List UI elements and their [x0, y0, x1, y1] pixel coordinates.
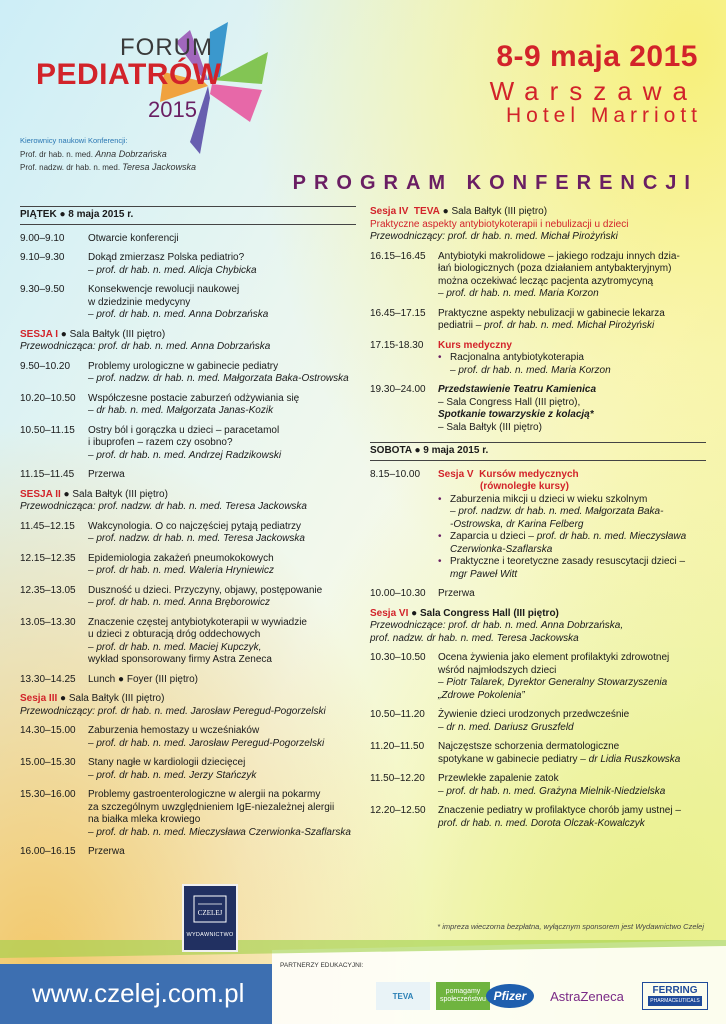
program-item: 19.30–24.00 Przedstawienie Teatru Kamienica – Sala Congress Hall (III piętro), Spotkanie towarzyskie z kolacją* – Sala Bałtyk (III piętro) — [370, 384, 597, 433]
teva-logo: TEVA — [376, 982, 430, 1010]
session-header: Sesja VI ● Sala Congress Hall (III piętro) Przewodniczące: prof. dr hab. n. med. Anna Dobrzańska, prof. nadzw. dr hab. n. med. Teresa Jackowska — [370, 607, 624, 644]
program-item: 10.30–10.50 Ocena żywienia jako element profilaktyki zdrowotnej wśród najmłodszych dzieci – Piotr Talarek, Dyrektor Generalny Stowarzyszenia „Zdrowe Pokolenia” — [370, 652, 670, 701]
program-item: 10.50–11.15 Ostry ból i gorączka u dzieci – paracetamol i ibuprofen – razem czy osobno? – prof. dr hab. n. med. Andrzej Radzikowski — [20, 424, 282, 461]
program-item: 11.50–12.20 Przewlekłe zapalenie zatok – prof. dr hab. n. med. Grażyna Mielnik-Niedzielska — [370, 773, 666, 797]
astrazeneca-logo: AstraZeneca — [550, 988, 624, 1004]
czelej-logo — [182, 884, 238, 952]
program-item: 11.15–11.45 Przerwa — [20, 469, 125, 480]
organizer-2: Prof. nadzw. dr hab. n. med. Teresa Jackowska — [20, 162, 196, 172]
day-header: SOBOTA ● 9 maja 2015 r. — [370, 442, 706, 461]
czelej-sub: WYDAWNICTWO — [186, 932, 234, 938]
event-venue: Hotel Marriott — [505, 104, 702, 127]
program-item: 11.20–11.50 Najczęstsze schorzenia dermatologiczne spotykane w gabinecie pediatry – dr Lidia Ruszkowska — [370, 741, 681, 765]
organizer-1: Prof. dr hab. n. med. Anna Dobrzańska — [20, 149, 167, 159]
program-item: 12.35–13.05 Duszność u dzieci. Przyczyny, objawy, postępowanie – prof. dr hab. n. med. Anna Bręborowicz — [20, 584, 323, 608]
session-header: Sesja IV TEVA ● Sala Bałtyk (III piętro) Praktyczne aspekty antybiotykoterapii i nebulizacji u dzieci Przewodniczący: prof. dr hab. n. med. Michał Pirożyński — [370, 206, 629, 242]
friday-program — [20, 206, 356, 866]
session-header: Sesja III ● Sala Bałtyk (III piętro) Przewodniczący: prof. dr hab. n. med. Jarosław Peregud-Pogorzelski — [20, 693, 326, 717]
program-item: 13.30–14.25 Lunch ● Foyer (III piętro) — [20, 673, 198, 685]
czelej-logo-graphic — [184, 890, 236, 930]
session-header: SESJA I ● Sala Bałtyk (III piętro) Przewodnicząca: prof. dr hab. n. med. Anna Dobrzańska — [20, 328, 271, 352]
program-item: 16.00–16.15 Przerwa — [20, 846, 125, 857]
program-item: 16.15–16.45 Antybiotyki makrolidowe – jakiego rodzaju innych dzia- łań biologicznych (poza działaniem antybakteryjnym) można oczekiwać lecząc pacjenta azytromycyną – prof. dr hab. n. med. Maria Korzon — [370, 250, 680, 299]
program-item: 15.00–15.30 Stany nagłe w kardiologii dziecięcej – prof. dr hab. n. med. Jerzy Stańczyk — [20, 757, 257, 781]
program-item: 12.20–12.50 Znaczenie pediatry w profilaktyce chorób jamy ustnej – prof. dr hab. n. med. Dorota Olczak-Kowalczyk — [370, 805, 681, 829]
forum-title: PEDIATRÓW — [36, 58, 222, 91]
program-item: 10.20–10.50 Współczesne postacie zaburzeń odżywiania się – dr hab. n. med. Małgorzata Janas-Kozik — [20, 392, 300, 416]
program-item: 10.50–11.20 Żywienie dzieci urodzonych przedwcześnie – dr n. med. Dariusz Gruszfeld — [370, 709, 630, 733]
program-item: 14.30–15.00 Zaburzenia hemostazy u wcześniaków – prof. dr hab. n. med. Jarosław Peregud-Pogorzelski — [20, 725, 325, 749]
pfizer-text: Pfizer — [493, 989, 527, 1003]
program-item: 10.00–10.30 Przerwa — [370, 588, 475, 599]
program-item: 11.45–12.15 Wakcynologia. O co najczęściej pytają pediatrzy – prof. nadzw. dr hab. n. med. Teresa Jackowska — [20, 520, 305, 544]
forum-label: FORUM — [120, 34, 213, 61]
program-item: 9.30–9.50 Konsekwencje rewolucji naukowej w dziedzinie medycyny – prof. dr hab. n. med. Anna Dobrzańska — [20, 284, 269, 320]
event-date: 8-9 maja 2015 — [496, 40, 698, 73]
right-program — [370, 206, 706, 837]
program-item: 13.05–13.30 Znaczenie częstej antybiotykoterapii w wywiadzie u dzieci z obturacją dróg oddechowych – prof. dr hab. n. med. Maciej Kupczyk, wykład sponsorowany firmy Astra Zeneca — [20, 616, 307, 665]
ferring-logo: FERRING PHARMACEUTICALS — [642, 982, 708, 1010]
event-city: Warszawa — [489, 76, 698, 106]
program-item: 15.30–16.00 Problemy gastroenterologiczne w alergii na pokarmy za szczególnym uwzględnieniem IgE-niezależnej alergii na białka mleka krowiego – prof. dr hab. n. med. Mieczysława Czerwionka-Szaflarska — [20, 789, 351, 838]
program-item: 17.15-18.30 Kurs medyczny • Racjonalna antybiotykoterapia – prof. dr hab. n. med. Maria Korzon — [370, 339, 611, 376]
pomagamy-logo: pomagamy społeczeństwu — [436, 982, 490, 1010]
program-item: 9.50–10.20 Problemy urologiczne w gabinecie pediatry – prof. nadzw. dr hab. n. med. Małgorzata Baka-Ostrowska — [20, 360, 349, 384]
program-item: 16.45–17.15 Praktyczne aspekty nebulizacji w gabinecie lekarza pediatrii – prof. dr hab. n. med. Michał Pirożyński — [370, 307, 665, 331]
website-link[interactable]: www.czelej.com.pl — [0, 964, 272, 1024]
forum-year: 2015 — [148, 97, 197, 122]
program-title: PROGRAM KONFERENCJI — [292, 172, 698, 194]
pfizer-logo — [484, 982, 536, 1010]
organizers-label: Kierownicy naukowi Konferencji: — [20, 136, 128, 145]
day-header: PIĄTEK ● 8 maja 2015 r. — [20, 206, 356, 225]
footnote: * impreza wieczorna bezpłatna, wyłącznym sponsorem jest Wydawnictwo Czelej — [437, 922, 704, 931]
czelej-wordmark: CZELEJ — [197, 909, 223, 917]
partners-label: PARTNERZY EDUKACYJNI: — [280, 962, 364, 969]
session-header: SESJA II ● Sala Bałtyk (III piętro) Przewodnicząca: prof. nadzw. dr hab. n. med. Teresa Jackowska — [20, 488, 307, 512]
program-item: 9.00–9.10 Otwarcie konferencji — [20, 232, 179, 244]
program-item: 9.10–9.30 Dokąd zmierzasz Polska pediatrio? – prof. dr hab. n. med. Alicja Chybicka — [20, 252, 257, 276]
program-item: 12.15–12.35 Epidemiologia zakażeń pneumokokowych – prof. dr hab. n. med. Waleria Hryniewicz — [20, 552, 275, 576]
program-item: 8.15–10.00 Sesja V Kursów medycznych (równoległe kursy) • Zaburzenia mikcji u dzieci w wieku szkolnym – prof. nadzw. dr hab. n. med. Małgorzata Baka- -Ostrowska, dr Karina Felberg • Zaparcia u dzieci – prof. dr hab. n. med. Mieczysława Czerwionka-Szaflarska • Praktyczne i teoretyczne zasady resuscytacji dzieci – mgr Paweł Witt — [370, 468, 687, 580]
